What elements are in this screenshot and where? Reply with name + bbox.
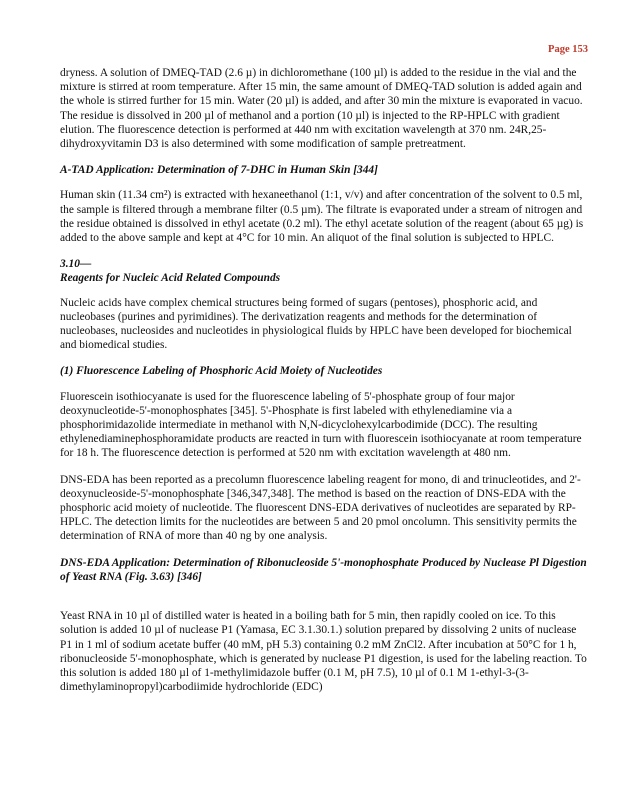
paragraph-dns-eda: DNS-EDA has been reported as a precolumn fluorescence labeling reagent for mono, di and trinucleotides, and 2'-deoxynucleoside-5'-monophosphate [346,347,348]. The method is based on the reaction of DNS-EDA with the phosphoric acid moiety of nucleotide. The fluorescent DNS-EDA derivatives of nucleotides are separated by RP-HPLC. The detection limits for the nucleotides are between 5 and 20 pmol oncolumn. This sensitivity permits the determination of RNA of more than 40 ng by one analysis.: [60, 473, 581, 543]
section-title: Reagents for Nucleic Acid Related Compounds: [60, 272, 281, 285]
heading-dns-eda-application: DNS-EDA Application: Determination of Ribonucleoside 5'-monophosphate Produced by Nuclease Pl Digestion of Yeast RNA (Fig. 3.63) [346]: [60, 556, 587, 583]
section-number: 3.10—: [60, 258, 92, 271]
heading-fluorescence-labeling: (1) Fluorescence Labeling of Phosphoric Acid Moiety of Nucleotides: [60, 365, 383, 378]
paragraph-yeast-rna-procedure: Yeast RNA in 10 µl of distilled water is heated in a boiling bath for 5 min, then rapidly cooled on ice. To this solution is added 10 µl of nuclease P1 (Yamasa, EC 3.1.30.1.) solution prepared by dissolving 2 units of nuclease P1 in 1 ml of sodium acetate buffer (40 mM, pH 5.3) containing 0.2 mM ZnCl2. After incubation at 50°C for 1 h, ribonucleoside 5'-monophosphate, which is generated by nuclease P1 digestion, is used for the labeling reaction. To this solution is added 180 µl of 1-methylimidazole buffer (0.1 M, pH 7.5), 10 µl of 0.1 M 1-ethyl-3-(3-dimethylaminopropyl)carbodiimide hydrochloride (EDC): [60, 610, 587, 694]
page-number: Page 153: [548, 44, 588, 55]
paragraph-fluorescein-isothiocyanate: Fluorescein isothiocyanate is used for the fluorescence labeling of 5'-phosphate group of four major deoxynucleotide-5'-monophosphates [345]. 5'-Phosphate is first labeled with ethylenediamine via a phosphorimidazolide intermediate in methanol with N,N-dicyclohexylcarbodimide (DCC). The resulting ethylenediaminephosphoramidate products are reacted in turn with fluorescein isothiocyanate at room temperature for 18 h. The fluorescence detection is performed at 520 nm with excitation wavelength at 480 nm.: [60, 390, 582, 460]
page-body: [60, 66, 588, 706]
paragraph-human-skin-procedure: Human skin (11.34 cm²) is extracted with hexaneethanol (1:1, v/v) and after concentration of the solvent to 0.5 ml, the sample is filtered through a membrane filter (0.5 µm). The filtrate is evaporated under a stream of nitrogen and the residue obtained is dissolved in ethyl acetate (0.2 ml). The ethyl acetate solution of the reagent (about 65 µg) is added to the above sample and kept at 4°C for 10 min. An aliquot of the final solution is subjected to HPLC.: [60, 189, 584, 245]
heading-a-tad-application: A-TAD Application: Determination of 7-DHC in Human Skin [344]: [60, 164, 378, 177]
paragraph-nucleic-acids-intro: Nucleic acids have complex chemical structures being formed of sugars (pentoses), phosphoric acid, and nucleobases (purines and pyrimidines). The derivatization reagents and methods for the determination of nucleobases, nucleosides and nucleotides in physiological fluids by HPLC have been developed for biochemical and biomedical studies.: [60, 296, 572, 352]
paragraph-dmeq-tad-procedure: dryness. A solution of DMEQ-TAD (2.6 µ) in dichloromethane (100 µl) is added to the residue in the vial and the mixture is stirred at room temperature. After 15 min, the same amount of DMEQ-TAD solution is added again and the whole is stirred further for 15 min. Water (20 µl) is added, and after 30 min the mixture is evaporated in vacuo. The residue is dissolved in 200 µl of methanol and a portion (10 µl) is injected to the RP-HPLC with gradient elution. The fluorescence detection is performed at 440 nm with excitation wavelength at 370 nm. 24R,25-dihydroxyvitamin D3 is also determined with some modification of sample pretreatment.: [60, 67, 583, 151]
